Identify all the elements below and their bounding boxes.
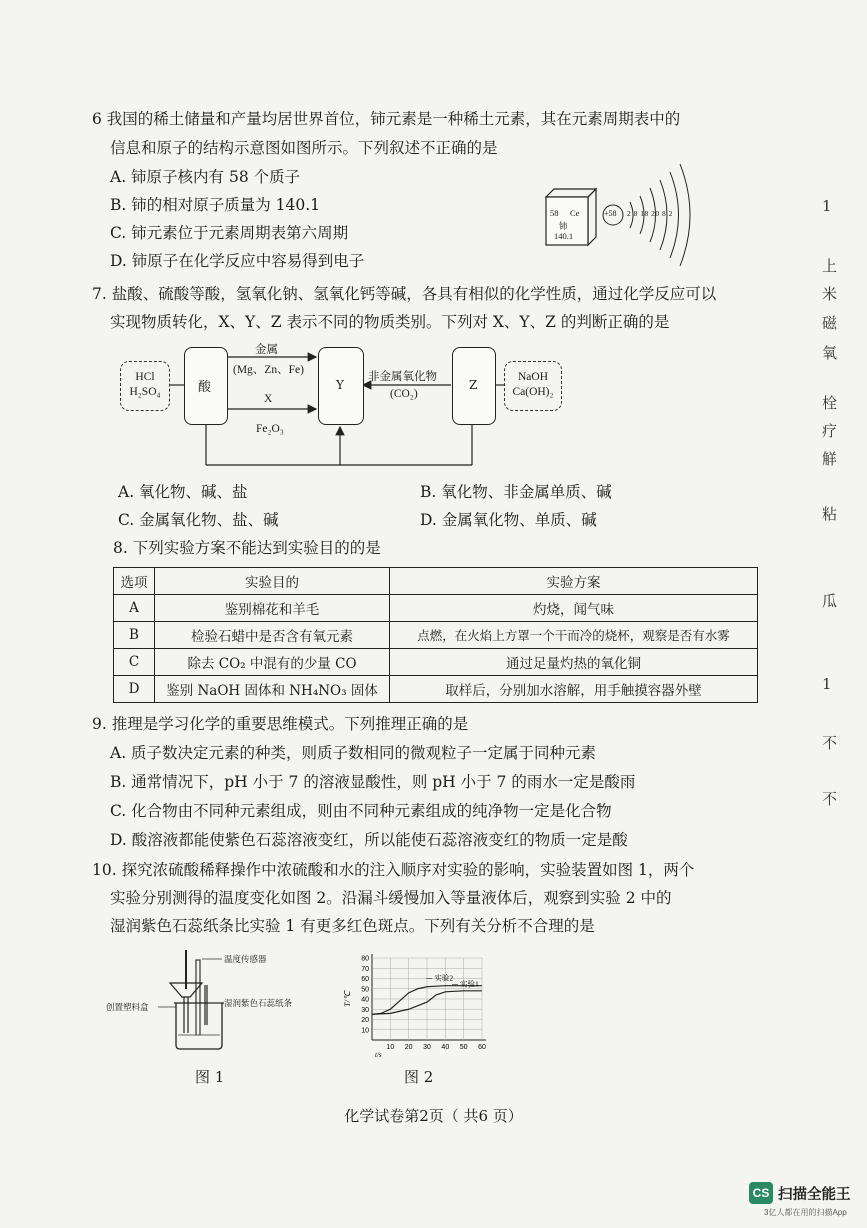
table-row <box>114 649 758 676</box>
camscanner-tagline: 3亿人都在用的扫描App <box>764 1208 847 1217</box>
row-c-option: C <box>114 649 155 676</box>
y-tick-label: 60 <box>361 976 369 983</box>
element-number: 58 <box>550 208 559 218</box>
element-symbol: Ce <box>570 208 580 218</box>
margin-char: 磁 <box>822 314 838 332</box>
x-label: X <box>264 393 273 405</box>
q9-option-c: C. 化合物由不同种元素组成，则由不同种元素组成的纯净物一定是化合物 <box>110 802 612 820</box>
y-label: Y <box>336 378 344 392</box>
acid-label: 酸 <box>198 380 212 395</box>
x-axis-label: t/s <box>375 1051 382 1059</box>
acid-examples-box <box>120 361 170 411</box>
fig2-temperature-chart <box>340 950 490 1062</box>
series-label-1: 实验2 <box>434 973 454 983</box>
margin-char: 觧 <box>822 450 838 468</box>
x-tick-label: 40 <box>441 1044 450 1051</box>
x-tick-label: 10 <box>386 1044 395 1051</box>
q6-stem-line1: 6 我国的稀土储量和产量均居世界首位，铈元素是一种稀土元素，其在元素周期表中的 <box>92 110 681 128</box>
q7-option-b: B. 氧化物、非金属单质、碱 <box>420 483 612 501</box>
margin-char: 上 <box>822 257 838 275</box>
row-b-plan: 点燃，在火焰上方罩一个干而冷的烧杯，观察是否有水雾 <box>390 622 758 649</box>
series-label-2: 实验1 <box>460 979 479 989</box>
x-tick-label: 20 <box>404 1044 413 1051</box>
margin-char: 1 <box>822 675 832 693</box>
element-mass: 140.1 <box>554 231 574 241</box>
margin-char: 不 <box>822 790 838 808</box>
acid-box <box>184 347 228 425</box>
y-tick-label: 20 <box>361 1017 369 1024</box>
metal-label: 金属 <box>255 344 278 356</box>
margin-char: 氧 <box>822 344 838 362</box>
row-c-plan: 通过足量灼热的氧化铜 <box>390 649 758 676</box>
q10-stem-line2: 实验分别测得的温度变化如图 2。沿漏斗缓慢加入等量液体后，观察到实验 2 中的 <box>110 889 672 907</box>
q7-option-d: D. 金属氧化物、单质、碱 <box>420 511 597 529</box>
row-b-goal: 检验石蜡中是否含有氧元素 <box>155 622 390 649</box>
fig1-paper-label: 湿润紫色石蕊纸条 <box>224 998 293 1008</box>
x-tick-label: 50 <box>459 1044 468 1051</box>
row-a-option: A <box>114 595 155 622</box>
y-tick-label: 80 <box>361 955 369 963</box>
base-examples-box <box>504 361 562 411</box>
q7-option-a: A. 氧化物、碱、盐 <box>118 483 248 501</box>
y-tick-label: 50 <box>361 986 369 994</box>
base-example-naoh: NaOH <box>517 371 549 383</box>
z-box <box>452 347 496 425</box>
row-d-option: D <box>114 676 155 703</box>
margin-char: 栓 <box>822 394 838 412</box>
electron-shells: 2 8 18 20 8 2 <box>627 209 673 218</box>
fig1-bottle-label: 创置塑料盒 <box>106 1002 149 1012</box>
q8-experiment-table <box>113 567 758 703</box>
margin-char: 粘 <box>822 505 838 523</box>
y-tick-label: 70 <box>361 965 369 973</box>
element-name: 铈 <box>559 221 568 231</box>
q9-option-b: B. 通常情况下，pH 小于 7 的溶液显酸性，则 pH 小于 7 的雨水一定是酸雨 <box>110 773 636 791</box>
header-goal: 实验目的 <box>155 568 390 595</box>
y-tick-label: 30 <box>361 1006 369 1014</box>
y-box <box>318 347 364 425</box>
row-a-goal: 鉴别棉花和羊毛 <box>155 595 390 622</box>
q9-option-d: D. 酸溶液都能使紫色石蕊溶液变红，所以能使石蕊溶液变红的物质一定是酸 <box>110 831 628 849</box>
q10-stem-line1: 10. 探究浓硫酸稀释操作中浓硫酸和水的注入顺序对实验的影响，实验装置如图 1，两个 <box>92 861 695 879</box>
margin-char: 米 <box>822 285 838 303</box>
co2-label: (CO₂) <box>390 388 418 400</box>
table-row <box>114 622 758 649</box>
fig1-apparatus <box>106 945 338 1055</box>
row-d-plan: 取样后，分别加水溶解，用手触摸容器外壁 <box>390 676 758 703</box>
fig2-chart-svg <box>340 950 490 1062</box>
y-axis-label: T/℃ <box>343 991 352 1007</box>
nucleus-charge: +58 <box>604 209 617 218</box>
element-cell <box>540 185 590 241</box>
margin-char: 不 <box>822 734 838 752</box>
row-c-goal: 除去 CO₂ 中混有的少量 CO <box>155 649 390 676</box>
q10-stem-line3: 湿润紫色石蕊纸条比实验 1 有更多红色斑点。下列有关分析不合理的是 <box>110 917 595 935</box>
camscanner-logo: CS <box>749 1182 773 1204</box>
margin-char: 瓜 <box>822 592 838 610</box>
row-b-option: B <box>114 622 155 649</box>
base-example-caoh2: Ca(OH)₂ <box>512 386 554 398</box>
margin-char: 1 <box>822 197 832 215</box>
q8-stem: 8. 下列实验方案不能达到实验目的的是 <box>113 539 381 557</box>
x-tick-label: 60 <box>478 1044 486 1051</box>
nonmetal-oxide-label: 非金属氧化物 <box>368 371 437 383</box>
q6-option-a: A. 铈原子核内有 58 个质子 <box>110 168 301 186</box>
x-tick-label: 30 <box>423 1044 431 1051</box>
margin-char: 疗 <box>822 422 838 440</box>
q7-stem-line2: 实现物质转化，X、Y、Z 表示不同的物质类别。下列对 X、Y、Z 的判断正确的是 <box>110 313 670 331</box>
header-option: 选项 <box>114 568 155 595</box>
row-a-plan: 灼烧，闻气味 <box>390 595 758 622</box>
camscanner-name: 扫描全能王 <box>778 1187 851 1203</box>
row-d-goal: 鉴别 NaOH 固体和 NH₄NO₃ 固体 <box>155 676 390 703</box>
metal-examples: (Mg、Zn、Fe) <box>233 364 304 376</box>
table-row <box>114 595 758 622</box>
fig2-caption: 图 2 <box>404 1068 434 1086</box>
z-label: Z <box>469 378 478 392</box>
q6-option-d: D. 铈原子在化学反应中容易得到电子 <box>110 252 365 270</box>
header-plan: 实验方案 <box>390 568 758 595</box>
table-row <box>114 676 758 703</box>
fig1-sensor-label: 温度传感器 <box>224 954 267 964</box>
q7-conversion-diagram <box>118 343 588 473</box>
q7-option-c: C. 金属氧化物、盐、碱 <box>118 511 279 529</box>
page-footer: 化学试卷第2页（ 共6 页） <box>344 1107 523 1125</box>
q9-option-a: A. 质子数决定元素的种类，则质子数相同的微观粒子一定属于同种元素 <box>110 744 597 762</box>
table-header-row <box>114 568 758 595</box>
atom-structure-diagram <box>600 160 700 270</box>
acid-example-hcl: HCl <box>135 371 155 383</box>
q6-stem-line2: 信息和原子的结构示意图如图所示。下列叙述不正确的是 <box>110 139 498 157</box>
y-tick-label: 40 <box>361 996 369 1004</box>
fig1-caption: 图 1 <box>195 1068 225 1086</box>
q7-stem-line1: 7. 盐酸、硫酸等酸，氢氧化钠、氢氧化钙等碱，各具有相似的化学性质，通过化学反应可以 <box>92 285 717 303</box>
q6-option-c: C. 铈元素位于元素周期表第六周期 <box>110 224 349 242</box>
y-tick-label: 10 <box>361 1027 369 1035</box>
q9-stem: 9. 推理是学习化学的重要思维模式。下列推理正确的是 <box>92 715 469 733</box>
fe2o3-label: Fe₂O₃ <box>256 423 284 435</box>
acid-example-h2so4: H₂SO₄ <box>129 386 161 398</box>
q6-option-b: B. 铈的相对原子质量为 140.1 <box>110 196 321 214</box>
